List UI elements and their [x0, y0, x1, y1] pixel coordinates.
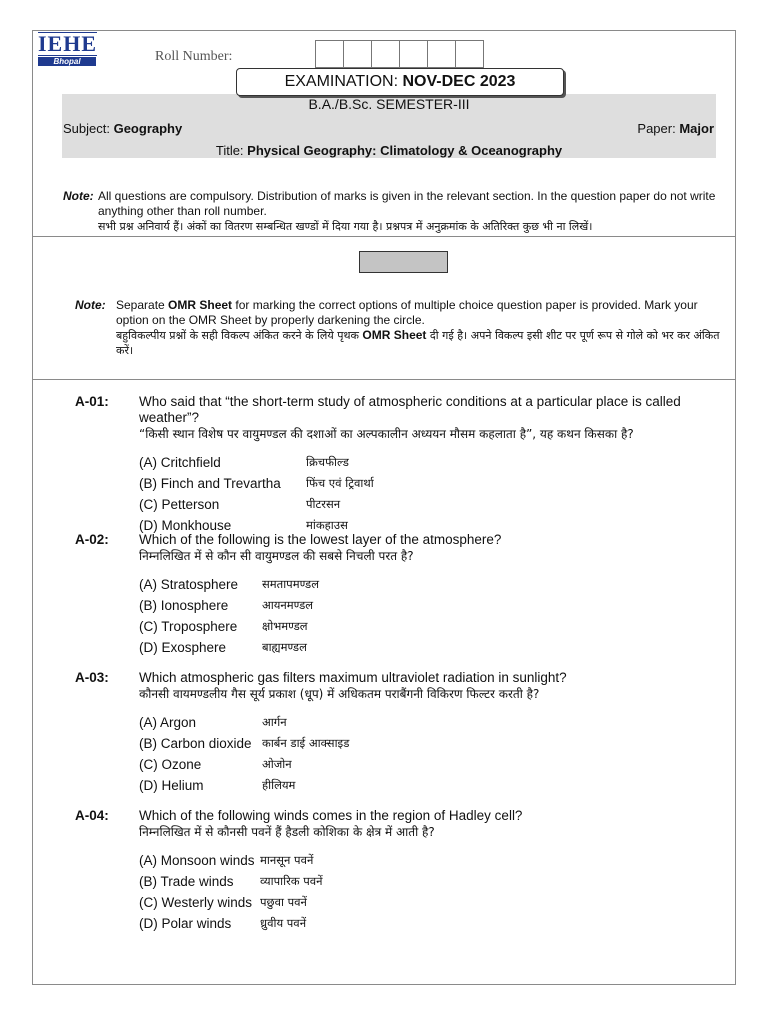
question-number: A-01:	[75, 394, 109, 409]
paper-line	[637, 121, 714, 136]
section-marker-box	[359, 251, 448, 273]
option-d[interactable]: (D) Monkhouse मांकहाउस	[139, 518, 348, 533]
option-d[interactable]: (D) Exosphere बाह्यमण्डल	[139, 640, 307, 655]
question-english: Which of the following winds comes in the region of Hadley cell?	[139, 808, 523, 823]
question-a04	[75, 808, 725, 934]
question-number: A-03:	[75, 670, 109, 685]
option-a[interactable]: (A) Critchfield क्रिचफील्ड	[139, 455, 349, 470]
exam-prefix: EXAMINATION:	[284, 73, 403, 90]
semester-line: B.A./B.Sc. SEMESTER-III	[308, 96, 470, 112]
question-a02	[75, 532, 725, 658]
question-hindi: निम्नलिखित में से कौनसी पवनें हैं हैडली कोशिका के क्षेत्र में आती है?	[139, 825, 435, 839]
question-english: Which atmospheric gas filters maximum ultraviolet radiation in sunlight?	[139, 670, 567, 685]
title-label: Title:	[215, 143, 248, 158]
paper-value: Major	[679, 121, 714, 136]
question-hindi: कौनसी वायमण्डलीय गैस सूर्य प्रकाश (धूप) में अधिकतम पराबैंगनी विकिरण फिल्टर करती है?	[139, 687, 540, 701]
question-a01	[75, 394, 725, 536]
roll-digit-box[interactable]	[455, 40, 484, 68]
option-c[interactable]: (C) Petterson पीटरसन	[139, 497, 341, 512]
option-b[interactable]: (B) Trade winds व्यापारिक पवनें	[139, 874, 323, 889]
question-hindi: “किसी स्थान विशेष पर वायुमण्डल की दशाओं का अल्पकालीन अध्ययन मौसम कहलाता है”, यह कथन किसका है?	[139, 427, 634, 441]
question-number: A-02:	[75, 532, 109, 547]
roll-digit-box[interactable]	[371, 40, 400, 68]
note-label: Note:	[63, 189, 94, 203]
paper-label: Paper:	[637, 121, 680, 136]
option-b[interactable]: (B) Carbon dioxide कार्बन डाई आक्साइड	[139, 736, 350, 751]
roll-digit-box[interactable]	[427, 40, 456, 68]
option-a[interactable]: (A) Monsoon winds मानसून पवनें	[139, 853, 314, 868]
option-b[interactable]: (B) Finch and Trevartha फिंच एवं ट्रिवार्था	[139, 476, 374, 491]
subject-line	[63, 121, 182, 136]
option-d[interactable]: (D) Polar winds ध्रुवीय पवनें	[139, 916, 307, 931]
option-c[interactable]: (C) Ozone ओजोन	[139, 757, 292, 772]
option-c[interactable]: (C) Troposphere क्षोभमण्डल	[139, 619, 308, 634]
roll-number-boxes	[316, 40, 484, 68]
question-a03	[75, 670, 725, 796]
option-d[interactable]: (D) Helium हीलियम	[139, 778, 296, 793]
roll-digit-box[interactable]	[315, 40, 344, 68]
question-hindi: निम्नलिखित में से कौन सी वायुमण्डल की सबसे निचली परत है?	[139, 549, 414, 563]
option-list	[139, 574, 725, 658]
option-c[interactable]: (C) Westerly winds पछुवा पवनें	[139, 895, 307, 910]
omr-note-english: Separate OMR Sheet for marking the correct options of multiple choice question paper is provided. Mark your option on the OMR Sheet by properly darkening the circle.	[116, 298, 698, 327]
title-value: Physical Geography: Climatology & Oceanography	[247, 143, 563, 158]
option-list	[139, 850, 725, 934]
option-a[interactable]: (A) Stratosphere समतापमण्डल	[139, 577, 320, 592]
question-english: Which of the following is the lowest layer of the atmosphere?	[139, 532, 502, 547]
question-number: A-04:	[75, 808, 109, 823]
note-hindi: सभी प्रश्न अनिवार्य हैं। अंकों का वितरण सम्बन्धित खण्डों में दिया गया है। प्रश्नपत्र में अनुक्रमांक के अतिरिक्त कुछ भी ना लिखें।	[98, 220, 593, 233]
option-a[interactable]: (A) Argon आर्गन	[139, 715, 287, 730]
subject-label: Subject:	[63, 121, 114, 136]
examination-title-box	[236, 68, 564, 96]
logo-text: IEHE	[38, 31, 98, 56]
subject-value: Geography	[113, 121, 183, 136]
section-divider	[32, 379, 736, 380]
title-line	[62, 143, 716, 158]
question-english: Who said that “the short-term study of atmospheric conditions at a particular place is called weather”?	[139, 394, 681, 425]
iehe-logo	[38, 32, 96, 66]
note-english: All questions are compulsory. Distribution of marks is given in the relevant section. In the question paper do not write anything other than roll number.	[98, 189, 716, 218]
omr-note-hindi: बहुविकल्पीय प्रश्नों के सही विकल्प अंकित करने के लिये पृथक OMR Sheet दी गई है। अपने विकल्प इसी शीट पर पूर्ण रूप से गोले को भर कर अंकित करें।	[116, 328, 720, 357]
omr-note	[75, 298, 727, 358]
exam-session: NOV-DEC 2023	[402, 73, 516, 90]
note-label: Note:	[75, 298, 106, 312]
roll-number-label: Roll Number:	[155, 49, 233, 64]
option-list	[139, 452, 725, 536]
option-b[interactable]: (B) Ionosphere आयनमण्डल	[139, 598, 314, 613]
logo-subtext: Bhopal	[38, 57, 96, 66]
general-note	[63, 189, 718, 234]
roll-digit-box[interactable]	[399, 40, 428, 68]
option-list	[139, 712, 725, 796]
section-divider	[32, 236, 736, 237]
roll-digit-box[interactable]	[343, 40, 372, 68]
